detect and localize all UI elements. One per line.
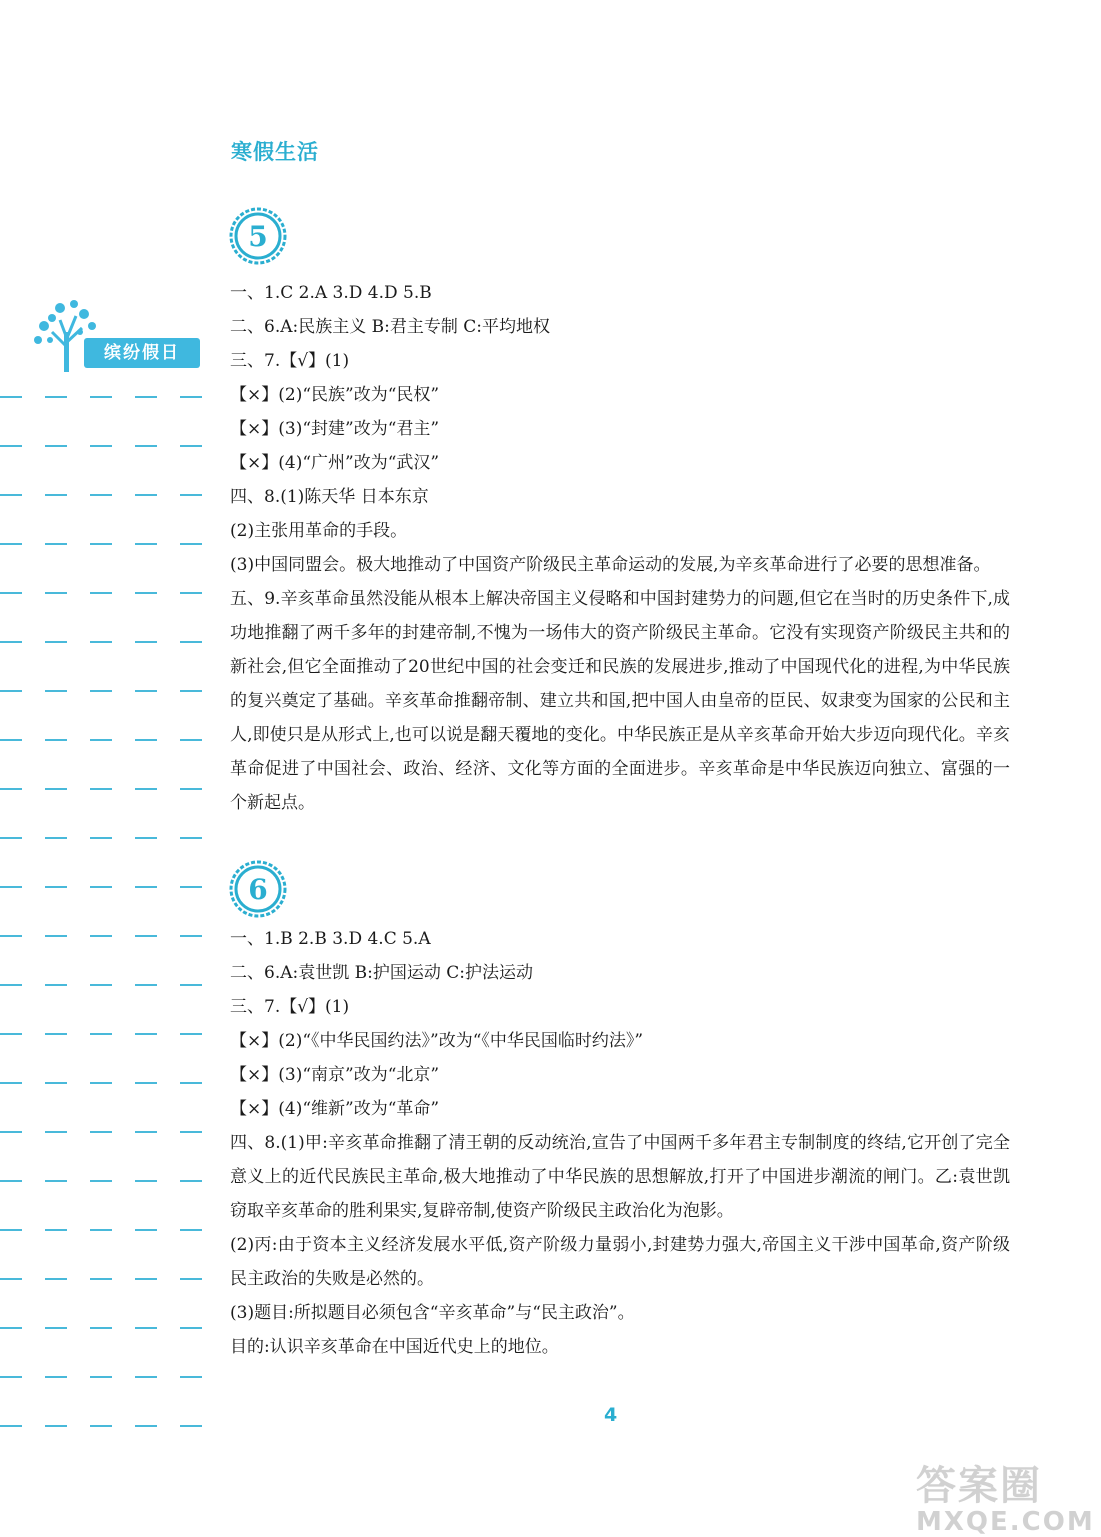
s6-line-4: 【×】(2)“《中华民国约法》”改为“《中华民国临时约法》” (230, 1031, 644, 1051)
s6-line-5: 【×】(3)“南京”改为“北京” (230, 1065, 440, 1085)
watermark-logo (916, 1454, 1095, 1537)
s5-line-7: 四、8.(1)陈天华 日本东京 (230, 487, 429, 507)
s6-line-1: 一、1.B 2.B 3.D 4.C 5.A (230, 929, 431, 949)
s5-para-2: 五、9.辛亥革命虽然没能从根本上解决帝国主义侵略和中国封建势力的问题,但它在当时的历史条件下,成功地推翻了两千多年的封建帝制,不愧为一场伟大的资产阶级民主革命。它没有实现资产阶级民主共和的新社会,但它全面推动了20世纪中国的社会变迁和民族的发展进步,推动了中国现代化的进程,为中华民族的复兴奠定了基础。辛亥革命推翻帝制、建立共和国,把中国人由皇帝的臣民、奴隶变为国家的公民和主人,即使只是从形式上,也可以说是翻天覆地的变化。中华民族正是从辛亥革命开始大步迈向现代化。辛亥革命促进了中国社会、政治、经济、文化等方面的全面进步。辛亥革命是中华民族迈向独立、富强的一个新起点。 (230, 589, 1010, 813)
s5-line-3: 三、7.【√】(1) (230, 351, 350, 371)
answer-content (230, 276, 1010, 1364)
section-5-badge (229, 207, 287, 265)
s5-para-1: (3)中国同盟会。极大地推动了中国资产阶级民主革命运动的发展,为辛亥革命进行了必要的思想准备。 (230, 555, 991, 575)
ruled-lines (0, 396, 210, 1474)
s6-para-1: 四、8.(1)甲:辛亥革命推翻了清王朝的反动统治,宣告了中国两千多年君主专制制度的终结,它开创了完全意义上的近代民族民主革命,极大地推动了中华民族的思想解放,打开了中国进步潮流的闸门。乙:袁世凯窃取辛亥革命的胜利果实,复辟帝制,使资产阶级民主政治化为泡影。 (230, 1133, 1010, 1221)
s5-line-6: 【×】(4)“广州”改为“武汉” (230, 453, 440, 473)
s6-line-7: (3)题目:所拟题目必须包含“辛亥革命”与“民主政治”。 (230, 1303, 635, 1323)
section-5-number: 5 (248, 220, 268, 253)
page-header-title: 寒假生活 (231, 140, 319, 164)
s5-line-4: 【×】(2)“民族”改为“民权” (230, 385, 440, 405)
s5-line-1: 一、1.C 2.A 3.D 4.D 5.B (230, 283, 432, 303)
page-number: 4 (604, 1404, 618, 1426)
s6-line-8: 目的:认识辛亥革命在中国近代史上的地位。 (230, 1337, 559, 1357)
s6-line-3: 三、7.【√】(1) (230, 997, 350, 1017)
watermark-text: 答案圈 (916, 1463, 1042, 1509)
section-6-number: 6 (248, 873, 268, 906)
side-banner: 缤纷假日 (84, 338, 200, 368)
watermark-domain: MXQE.COM (916, 1507, 1095, 1537)
s6-para-2: (2)丙:由于资本主义经济发展水平低,资产阶级力量弱小,封建势力强大,帝国主义干涉中国革命,资产阶级民主政治的失败是必然的。 (230, 1235, 1010, 1289)
s5-line-5: 【×】(3)“封建”改为“君主” (230, 419, 440, 439)
s5-line-8: (2)主张用革命的手段。 (230, 521, 408, 541)
s6-line-2: 二、6.A:袁世凯 B:护国运动 C:护法运动 (230, 963, 533, 983)
s5-line-2: 二、6.A:民族主义 B:君主专制 C:平均地权 (230, 317, 550, 337)
s6-line-6: 【×】(4)“维新”改为“革命” (230, 1099, 440, 1119)
